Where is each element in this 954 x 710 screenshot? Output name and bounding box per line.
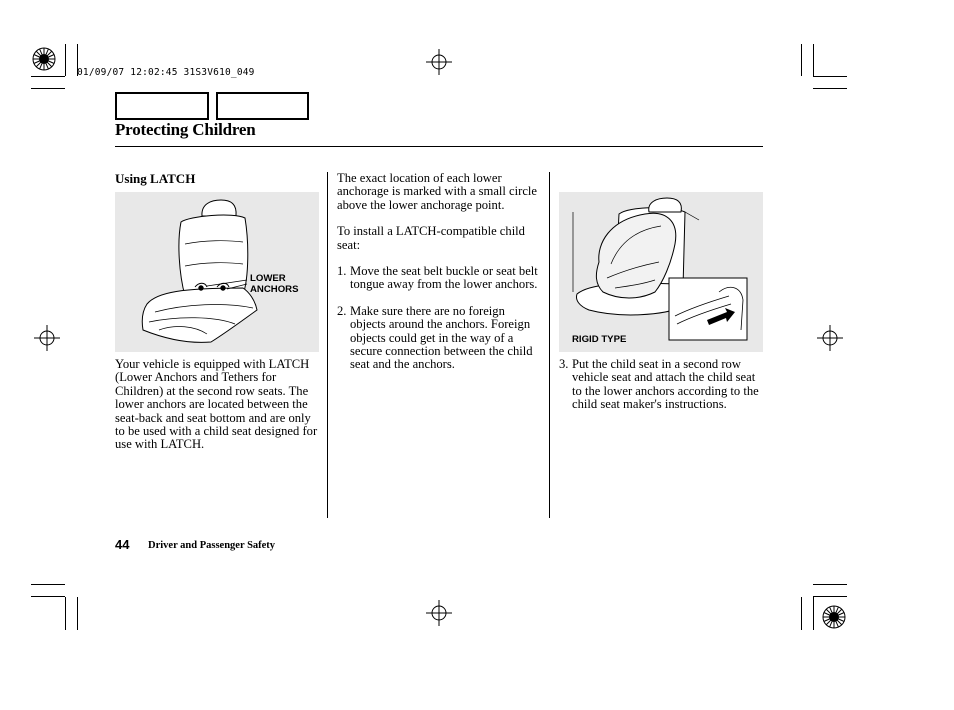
step-text: Put the child seat in a second row vehicle seat and attach the child seat to the lower anchors according to the child seat maker's instructions. xyxy=(572,357,759,412)
footer-section-title: Driver and Passenger Safety xyxy=(148,540,276,551)
rear-seat-drawing xyxy=(115,192,319,352)
page-number: 44 xyxy=(115,537,130,552)
figure-label-line-1: LOWER xyxy=(250,273,286,284)
step-text: Move the seat belt buckle or seat belt tongue away from the lower anchors. xyxy=(350,264,538,292)
seat-illustration xyxy=(115,192,319,352)
registration-target-top-left xyxy=(31,46,57,72)
crosshair-left-middle xyxy=(34,325,60,351)
step-text: Make sure there are no foreign objects around the anchors. Foreign objects could get in the way of a secure connection between the child seat and the anchors. xyxy=(350,303,533,372)
page-title: Protecting Children xyxy=(115,120,256,139)
latch-description xyxy=(115,358,320,452)
figure-label-rigid-type: RIGID TYPE xyxy=(572,334,627,345)
install-lead-paragraph: To install a LATCH-compatible child seat: xyxy=(337,224,525,252)
step-number: 3. xyxy=(559,357,569,371)
child-seat-illustration xyxy=(559,192,763,352)
list-item xyxy=(559,358,765,412)
header-tab-box-left xyxy=(115,92,209,120)
column-divider-1 xyxy=(327,172,328,518)
latch-paragraph: Your vehicle is equipped with LATCH (Lower Anchors and Tethers for Children) at the second row seats. The lower anchors are located between the seat-back and seat bottom and are only to be used with a child seat designed for use with LATCH. xyxy=(115,357,318,452)
step-number: 1. xyxy=(337,264,347,279)
header-rule xyxy=(115,146,763,147)
print-slug: 01/09/07 12:02:45 31S3V610_049 xyxy=(77,67,255,78)
section-heading: Using LATCH xyxy=(115,171,196,186)
install-instructions xyxy=(337,172,540,372)
figure-label-line-2: ANCHORS xyxy=(250,284,299,295)
crosshair-bottom-center xyxy=(426,600,452,626)
anchor-location-paragraph: The exact location of each lower anchorage is marked with a small circle above the lower anchorage point. xyxy=(337,171,538,212)
crosshair-top-center xyxy=(426,49,452,75)
registration-target-bottom-right xyxy=(821,604,847,630)
child-seat-drawing xyxy=(559,192,763,352)
crosshair-right-middle xyxy=(817,325,843,351)
step-number: 2. xyxy=(337,303,347,318)
column-divider-2 xyxy=(549,172,550,518)
header-tab-box-right xyxy=(216,92,309,120)
list-item xyxy=(337,305,540,372)
attach-instructions xyxy=(559,358,765,412)
list-item xyxy=(337,265,540,292)
